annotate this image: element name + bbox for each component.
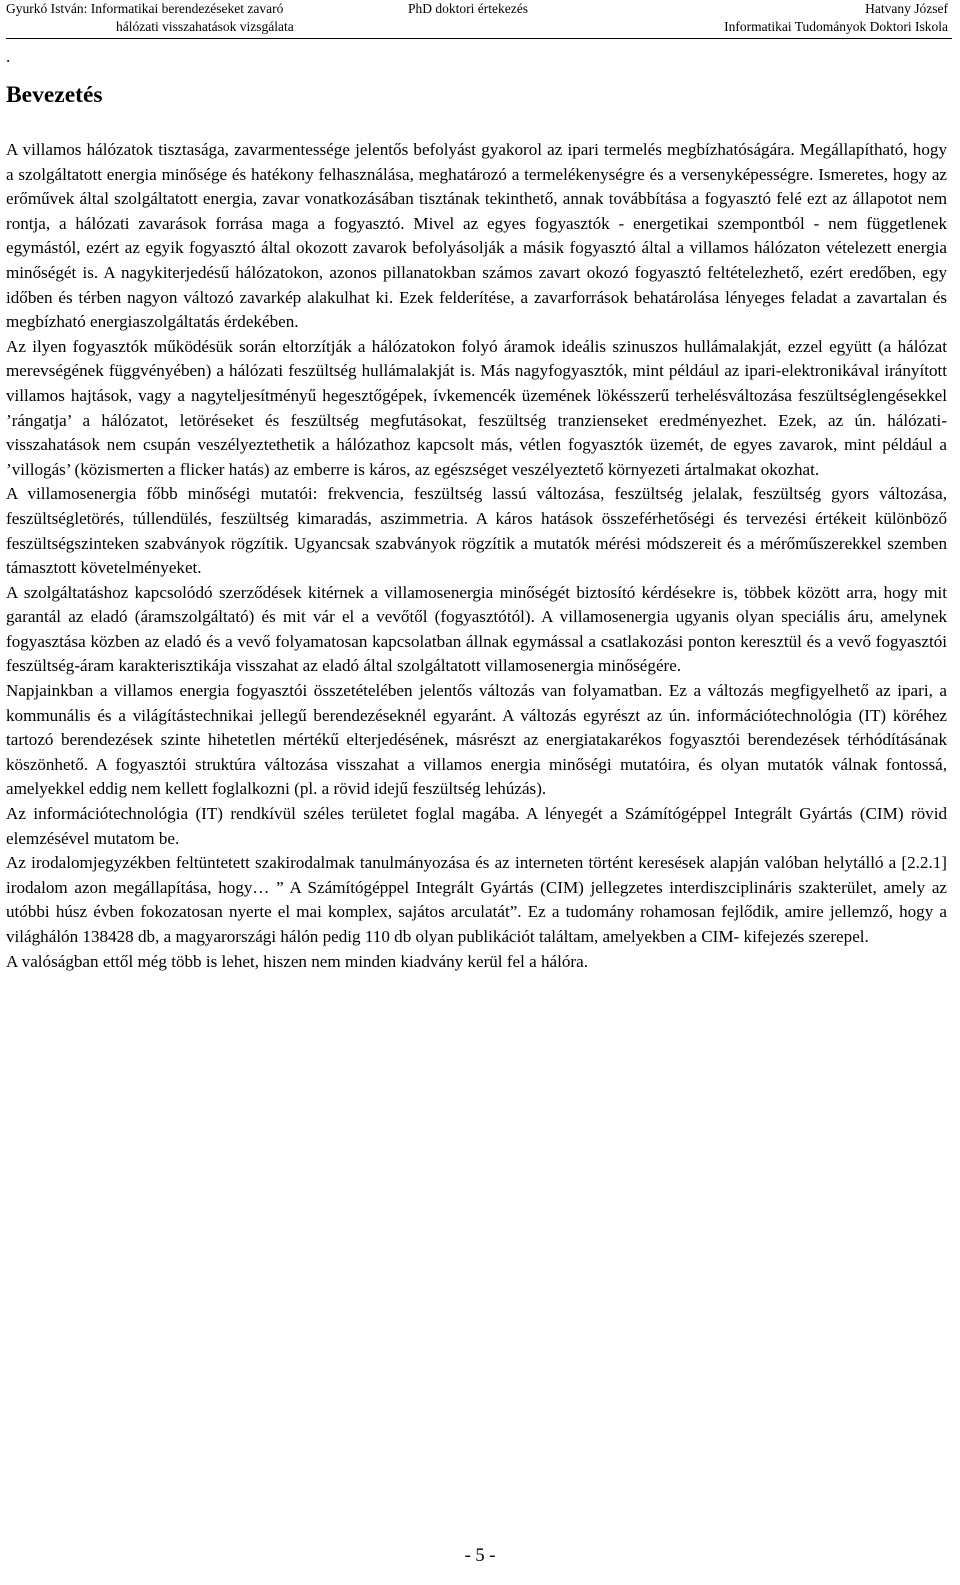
paragraph: Az ilyen fogyasztók működésük során eltorzítják a hálózatokon folyó áramok ideális szinuszos hullámalakját, ezzel együtt (a hálózat merevségének függvényében) a hálózati feszültség hullámalakját is. Más nagyfogyasztók, mint például az ipari-elektronikával irányított villamos hajtások, vagy a nagyteljesítményű hegesztőgépek, ívkemencék üzemének lökésszerű terhelésváltozása feszültséglengésekkel ’rángatja’ a hálózatot, letöréseket és feszültség megfutásokat, feszültség tranzienseket eredményezhet. Ezek, az ún. hálózati-visszahatások nem csupán veszélyeztethetik a hálózathoz kapcsolt más, vétlen fogyasztók üzemét, de egyes zavarok, mint például a ’villogás’ (közismerten a flicker hatás) az emberre is káros, az egészséget veszélyeztető környezeti ártalmakat okozhat. bbox=[6, 336, 947, 479]
page-header bbox=[6, 0, 952, 39]
paragraph: Az információtechnológia (IT) rendkívül széles területet foglal magába. A lényegét a Számítógéppel Integrált Gyártás (CIM) rövid elemzésével mutatom be. bbox=[6, 804, 947, 848]
paragraph: A villamosenergia főbb minőségi mutatói: frekvencia, feszültség lassú változása, feszültség jelalak, feszültség gyors változása, feszültségletörés, túllendülés, feszültség kimaradás, aszimmetria. A káros hatások összeférhetőségi és tervezési értékeit különböző feszültségszinteken szabványok rögzítik. Ugyancsak szabványok rögzítik a mutatók mérési módszereit és a mérőműszerekkel szemben támasztott követelményeket. bbox=[6, 484, 947, 578]
paragraph: Az irodalomjegyzékben feltüntetett szakirodalmak tanulmányozása és az interneten történt keresések alapján valóban helytálló a [2.2.1] irodalom azon megállapítása, hogy… ” A Számítógéppel Integrált Gyártás (CIM) jellegzetes interdiszciplináris szakterület, amely az utóbbi húsz évben fokozatosan nyerte el mai komplex, sajátos arculatát”. Ez a tudomány rohamosan fejlődik, amire jellemző, hogy a világhálón 138428 db, a magyarországi hálón pedig 110 db olyan publikációt találtam, amelyekben a CIM- kifejezés szerepel. bbox=[6, 853, 947, 946]
section-title: Bevezetés bbox=[6, 82, 103, 108]
paragraph: A szolgáltatáshoz kapcsolódó szerződések kitérnek a villamosenergia minőségét biztosító kérdésekre is, többek között arra, hogy mit garantál az eladó (áramszolgáltató) és mit vár el a vevőtől (fogyasztótól). A villamosenergia ugyanis olyan speciális áru, amelynek fogyasztása közben az eladó és a vevő folyamatosan kapcsolatban állnak egymással a csatlakozási ponton keresztül és a vevő fogyasztói feszültség-áram karakterisztikája visszahat az eladó által szolgáltatott villamosenergia minőségére. bbox=[6, 582, 947, 676]
header-document-type: PhD doktori értekezés bbox=[408, 1, 528, 16]
header-thesis-subtitle: hálózati visszahatások vizsgálata bbox=[116, 19, 294, 34]
paragraph: A villamos hálózatok tisztasága, zavarmentessége jelentős befolyást gyakorol az ipari termelés megbízhatóságára. Megállapítható, hogy a szolgáltatott energia minősége és hatékony felhasználása, meghatározó a termelékenységre és a versenyképességre. Ismeretes, hogy az erőművek által szolgáltatott energia, zavar vonatkozásában tisztának tekinthető, annak továbbítása a fogyasztó felé ezt az állapotot nem rontja, a hálózati zavarások forrása maga a fogyasztó. Mivel az egyes fogyasztók - energetikai szempontból - nem függetlenek egymástól, ezért az egyik fogyasztó által okozott zavarok befolyásolják a másik fogyasztó által a villamos hálózaton vételezett energia minőségét is. A nagykiterjedésű hálózatokon, azonos pillanatokban számos zavart okozó fogyasztó feltételezhető, ezért eredőben, egy időben és térben nagyon változó zavarkép alakulhat ki. Ezek felderítése, a zavarforrások behatárolása lényeges feladat a zavartalan és megbízható energiaszolgáltatás érdekében. bbox=[6, 140, 947, 332]
body-text bbox=[6, 138, 947, 974]
header-doctoral-school: Informatikai Tudományok Doktori Iskola bbox=[724, 19, 948, 34]
header-author-title: Gyurkó István: Informatikai berendezéseket zavaró bbox=[6, 1, 284, 16]
paragraph: Napjainkban a villamos energia fogyasztói összetételében jelentős változás van folyamatban. Ez a változás megfigyelhető az ipari, a kommunális és a világítástechnikai jellegű berendezéseknél egyaránt. A változás egyrészt az ún. információtechnológia (IT) köréhez tartozó berendezések szinte hihetetlen mértékű elterjedésének, másrészt az energiatakarékos fogyasztói berendezések térhódításának köszönhető. A fogyasztói struktúra változása visszahat a villamos energia minőségi mutatóira, és olyan mutatók válnak fontossá, amelyekkel eddig nem kellett foglalkozni (pl. a rövid idejű feszültség lehúzás). bbox=[6, 681, 947, 799]
header-school-name: Hatvany József bbox=[865, 1, 948, 16]
page-number: - 5 - bbox=[464, 1546, 496, 1566]
paragraph: A valóságban ettől még több is lehet, hiszen nem minden kiadvány kerül fel a hálóra. bbox=[6, 951, 588, 971]
leading-mark: . bbox=[6, 47, 11, 66]
